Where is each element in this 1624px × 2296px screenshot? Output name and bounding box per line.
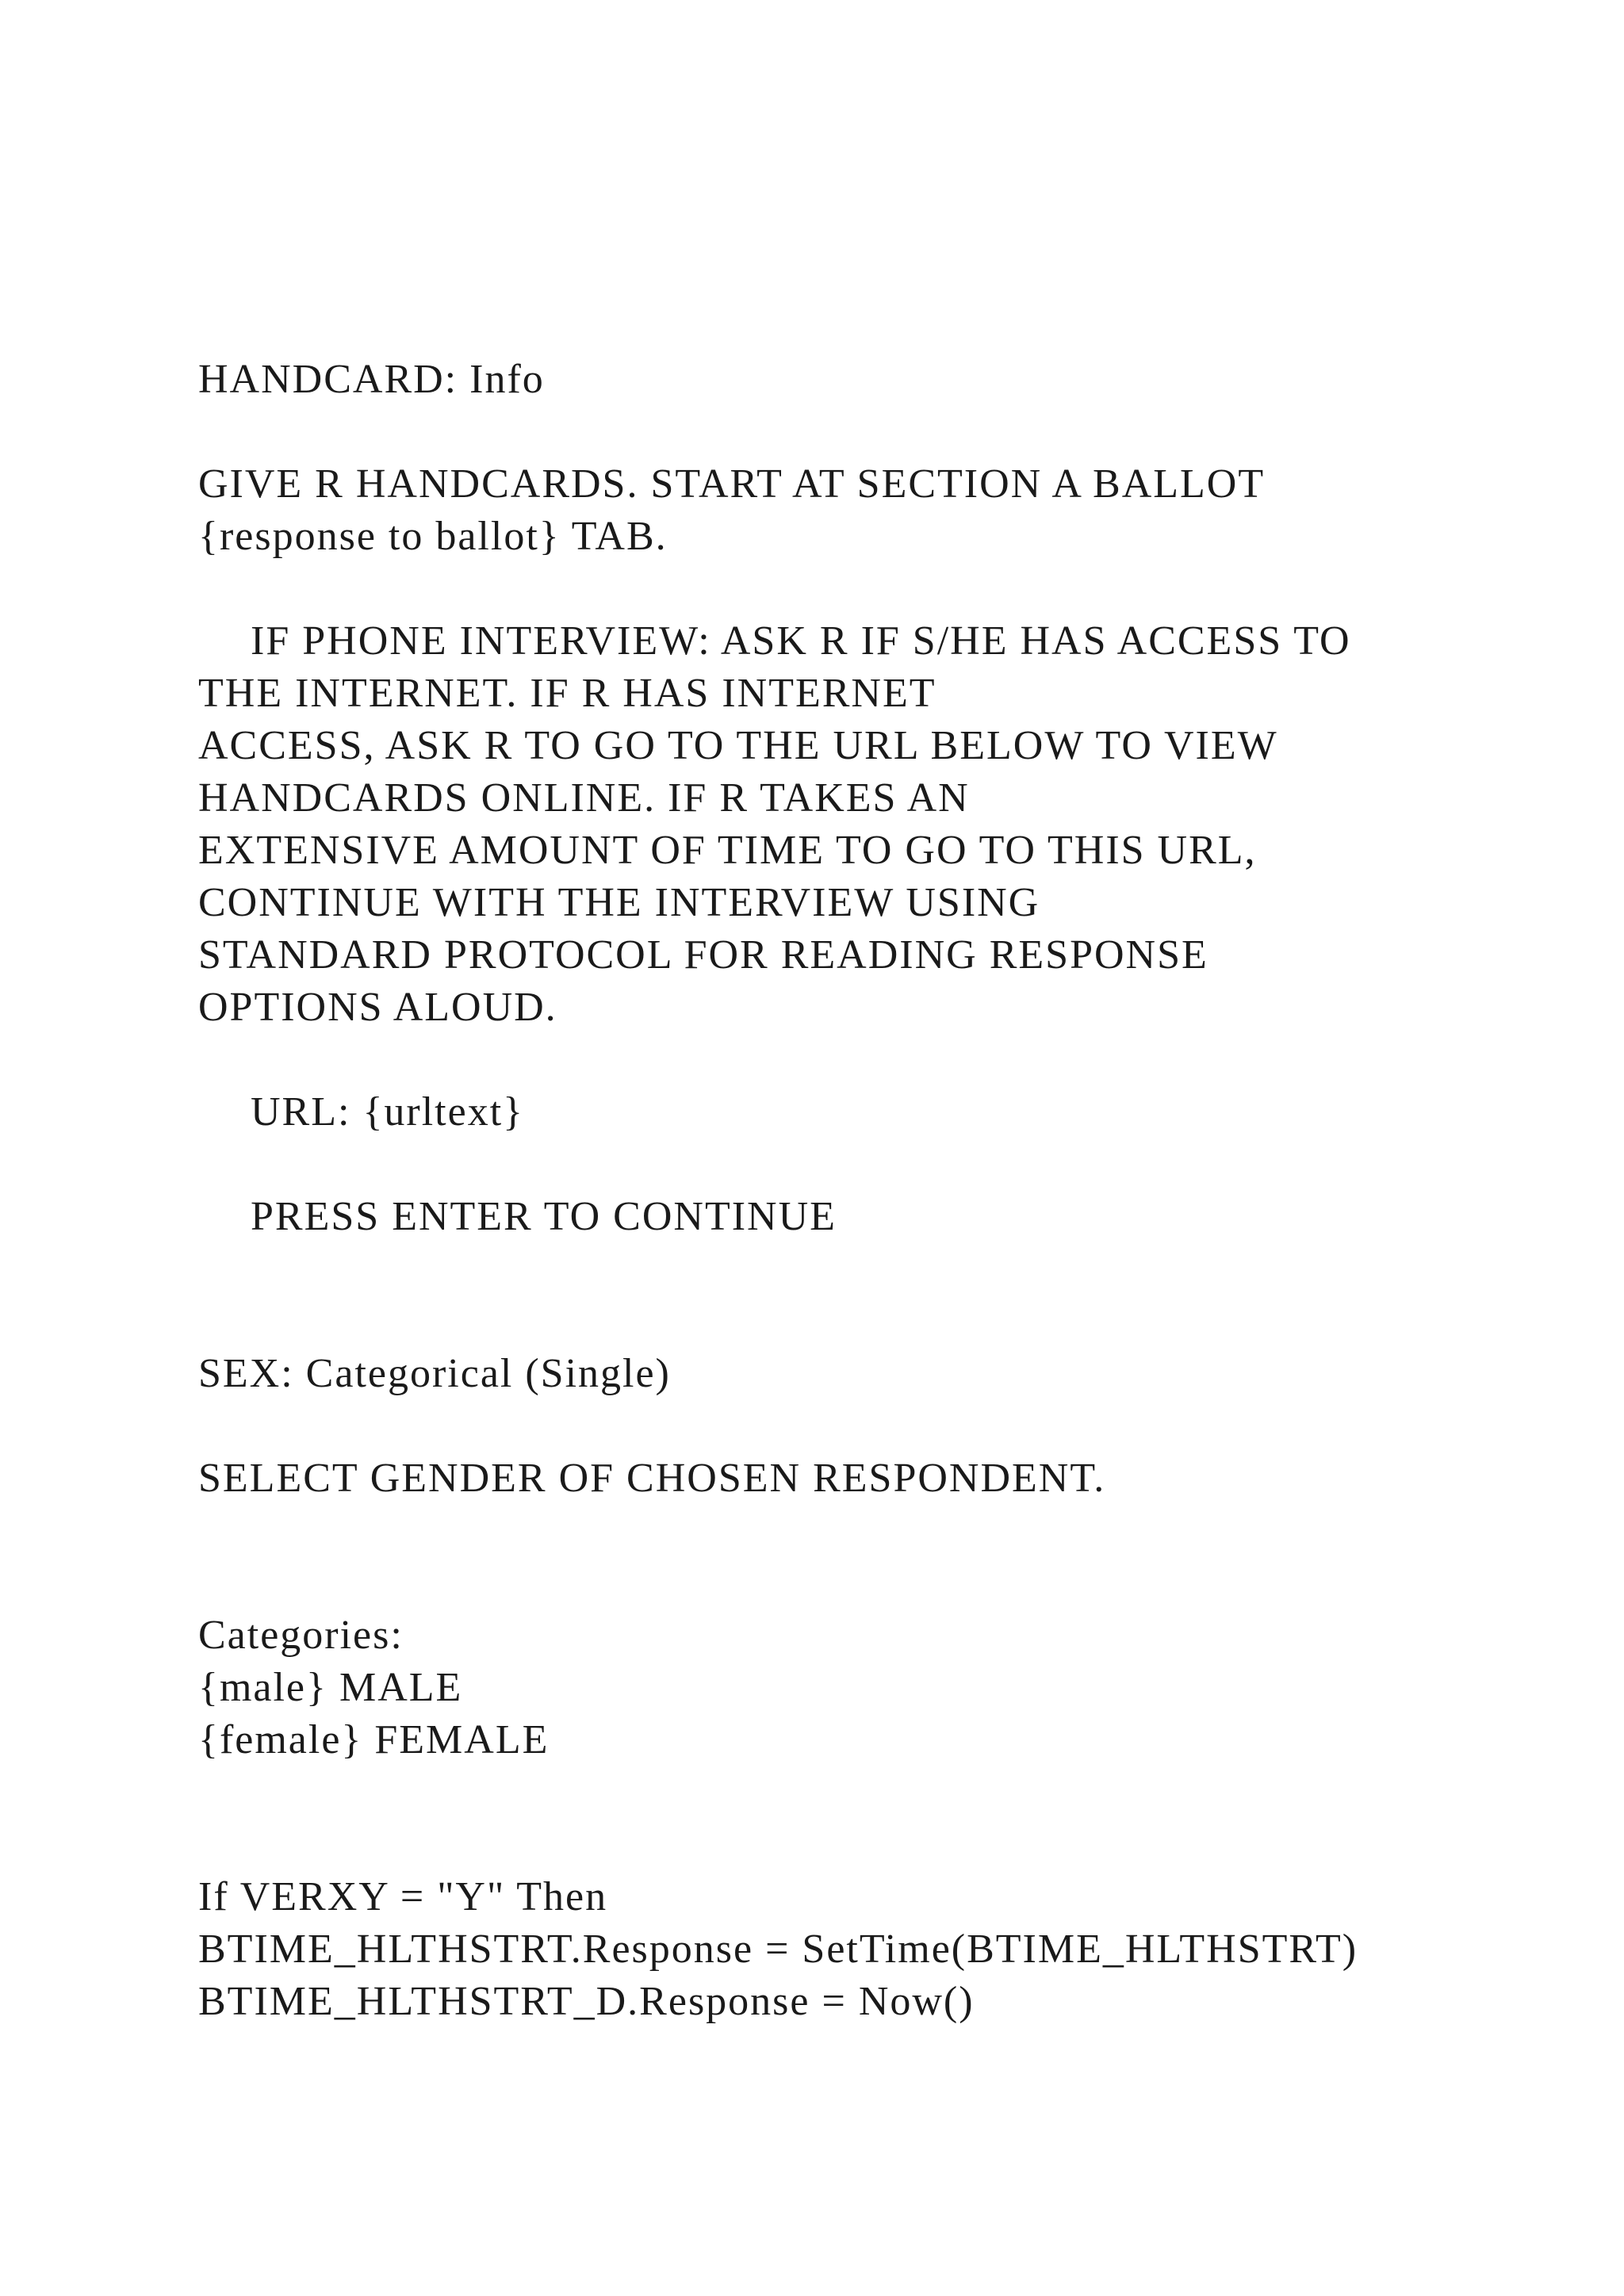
phone-instruction-line-2: THE INTERNET. IF R HAS INTERNET — [198, 671, 936, 716]
phone-instruction-line-7: STANDARD PROTOCOL FOR READING RESPONSE — [198, 932, 1208, 978]
phone-instruction-line-5: EXTENSIVE AMOUNT OF TIME TO GO TO THIS URL, — [198, 828, 1257, 873]
handcard-heading: HANDCARD: Info — [198, 357, 545, 402]
phone-instruction-line-3: ACCESS, ASK R TO GO TO THE URL BELOW TO VIEW — [198, 723, 1278, 768]
phone-instruction-line-4: HANDCARDS ONLINE. IF R TAKES AN — [198, 775, 970, 821]
sex-instruction: SELECT GENDER OF CHOSEN RESPONDENT. — [198, 1456, 1106, 1501]
code-line-btime-d-response: BTIME_HLTHSTRT_D.Response = Now() — [198, 1979, 975, 2024]
sex-heading: SEX: Categorical (Single) — [198, 1351, 671, 1396]
url-line: URL: {urltext} — [251, 1089, 525, 1135]
categories-label: Categories: — [198, 1613, 404, 1658]
category-male: {male} MALE — [198, 1665, 463, 1710]
category-female: {female} FEMALE — [198, 1717, 550, 1762]
phone-instruction-line-6: CONTINUE WITH THE INTERVIEW USING — [198, 880, 1040, 925]
code-line-if: If VERXY = "Y" Then — [198, 1874, 608, 1919]
press-enter-line: PRESS ENTER TO CONTINUE — [251, 1194, 837, 1239]
phone-instruction-line-1: IF PHONE INTERVIEW: ASK R IF S/HE HAS ACCESS TO — [251, 618, 1351, 664]
handcard-instruction-line-1: GIVE R HANDCARDS. START AT SECTION A BALLOT — [198, 461, 1266, 507]
handcard-instruction-line-2: {response to ballot} TAB. — [198, 514, 668, 559]
phone-instruction-line-8: OPTIONS ALOUD. — [198, 985, 557, 1030]
code-line-btime-response: BTIME_HLTHSTRT.Response = SetTime(BTIME_HLTHSTRT) — [198, 1927, 1358, 1972]
